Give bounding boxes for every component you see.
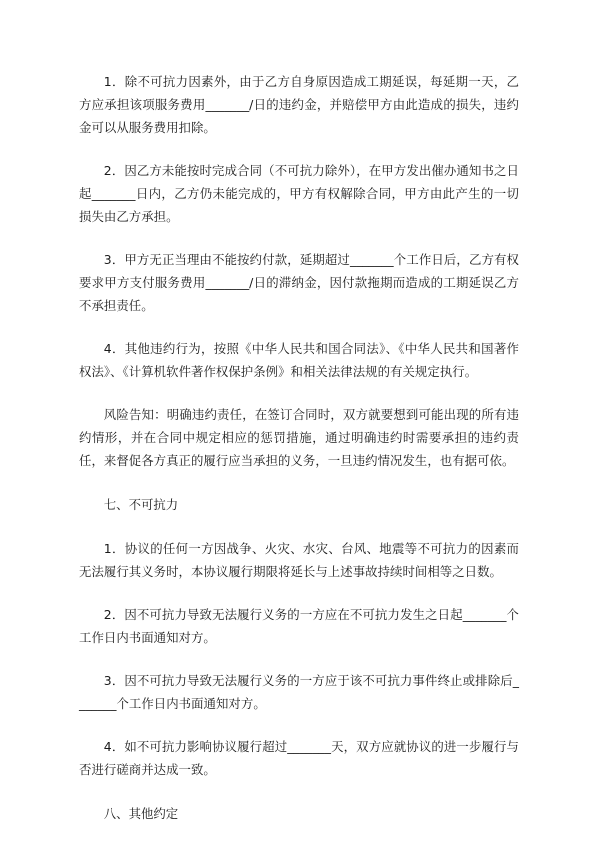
clause-force-majeure-2: 2．因不可抗力导致无法履行义务的一方应在不可抗力发生之日起_______个工作日内书面通知对方。: [79, 607, 519, 645]
document-body: [79, 70, 519, 825]
clause-breach-4: 4．其他违约行为，按照《中华人民共和国合同法》、《中华人民共和国著作权法》、《计算机软件著作权保护条例》和相关法律法规的有关规定执行。: [79, 341, 519, 379]
clause-breach-3: 3．甲方无正当理由不能按约付款，延期超过_______个工作日后，乙方有权要求甲方支付服务费用_______/日的滞纳金，因付款拖期而造成的工期延误乙方不承担责任。: [79, 252, 519, 313]
section-heading-force-majeure: 七、不可抗力: [103, 497, 179, 512]
clause-breach-2: 2．因乙方未能按时完成合同（不可抗力除外），在甲方发出催办通知书之日起_______日内，乙方仍未能完成的，甲方有权解除合同，甲方由此产生的一切损失由乙方承担。: [79, 163, 519, 224]
risk-notice: 风险告知：明确违约责任，在签订合同时，双方就要想到可能出现的所有违约情形，并在合同中规定相应的惩罚措施，通过明确违约时需要承担的违约责任，来督促各方真正的履行应当承担的义务，一旦违约情况发生，也有据可依。: [79, 407, 519, 468]
clause-breach-1: 1．除不可抗力因素外，由于乙方自身原因造成工期延误，每延期一天，乙方应承担该项服务费用_______/日的违约金，并赔偿甲方由此造成的损失，违约金可以从服务费用扣除。: [79, 74, 519, 135]
clause-force-majeure-1: 1．协议的任何一方因战争、火灾、水灾、台风、地震等不可抗力的因素而无法履行其义务时，本协议履行期限将延长与上述事故持续时间相等之日数。: [79, 541, 519, 579]
section-heading-other-terms: 八、其他约定: [103, 806, 179, 821]
clause-force-majeure-4: 4．如不可抗力影响协议履行超过_______天，双方应就协议的进一步履行与否进行磋商并达成一致。: [79, 739, 519, 777]
clause-force-majeure-3: 3．因不可抗力导致无法履行义务的一方应于该不可抗力事件终止或排除后_______个工作日内书面通知对方。: [79, 673, 519, 711]
